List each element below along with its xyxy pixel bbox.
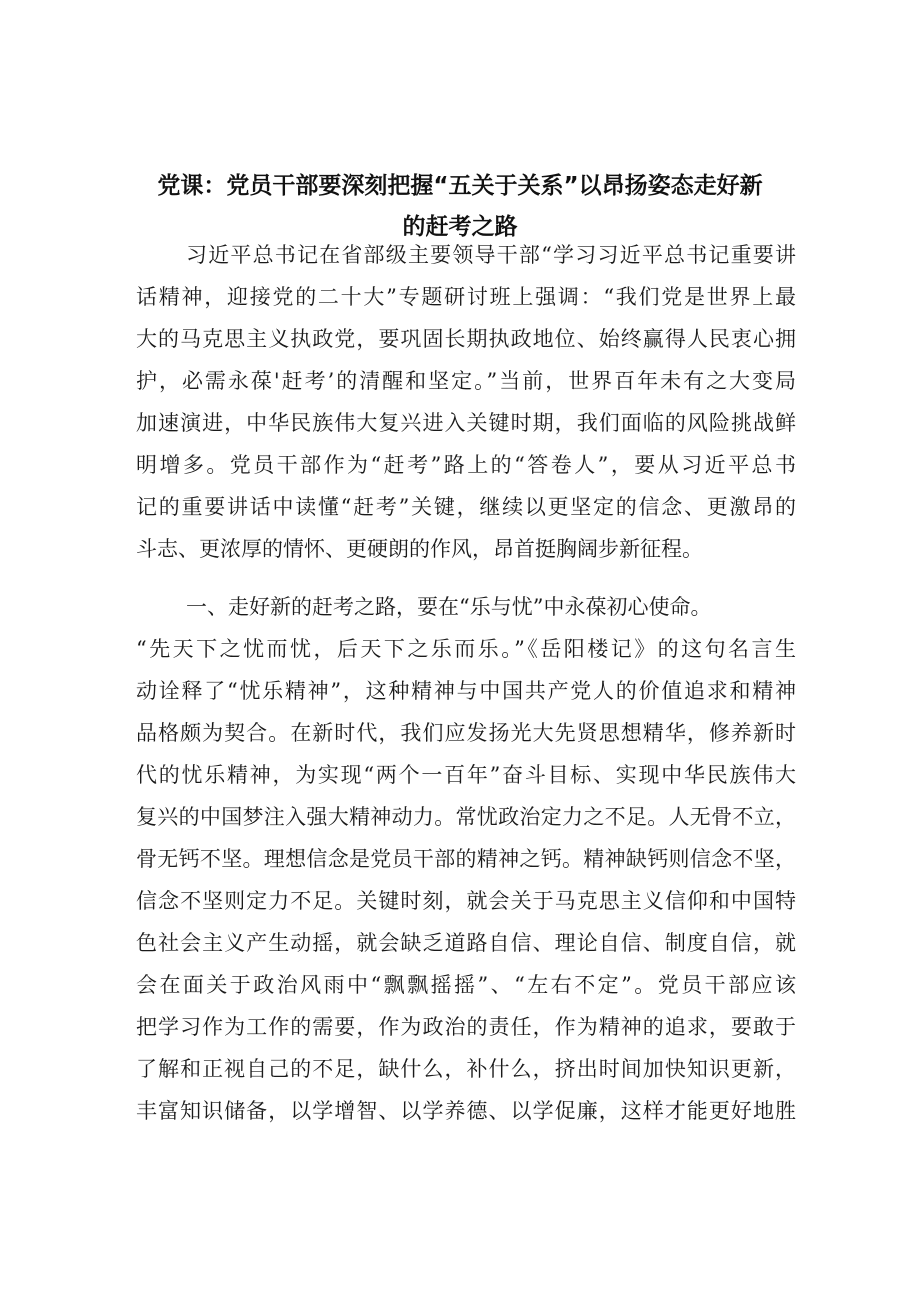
- body-text-line: 把学习作为工作的需要，作为政治的责任，作为精神的追求，要敢于: [136, 1015, 796, 1039]
- body-text-line: 护，必需永葆'赶考’的清醒和坚定。”当前，世界百年未有之大变局: [136, 369, 796, 393]
- body-text-line: 信念不坚则定力不足。关键时刻，就会关于马克思主义信仰和中国特: [136, 889, 796, 913]
- body-text-line: 加速演进，中华民族伟大复兴进入关键时期，我们面临的风险挑战鲜: [136, 411, 796, 435]
- body-text-line: 习近平总书记在省部级主要领导干部“学习习近平总书记重要讲: [186, 243, 796, 267]
- body-text-line: 复兴的中国梦注入强大精神动力。常忧政治定力之不足。人无骨不立，: [136, 805, 796, 829]
- body-text-line: 会在面关于政治风雨中“飘飘摇摇”、“左右不定”。党员干部应该: [136, 973, 796, 997]
- document-title-line-1: 党课：党员干部要深刻把握“五关于关系”以昂扬姿态走好新: [157, 173, 763, 199]
- body-text-line: 动诠释了“忧乐精神”，这种精神与中国共产党人的价值追求和精神: [136, 679, 796, 703]
- body-text-line: “先天下之忧而忧，后天下之乐而乐。”《岳阳楼记》的这句名言生: [136, 637, 796, 661]
- body-text-line: 了解和正视自己的不足，缺什么，补什么，挤出时间加快知识更新，: [136, 1057, 796, 1081]
- document-title-line-2: 的赶考之路: [402, 214, 518, 240]
- body-text-line: 骨无钙不坚。理想信念是党员干部的精神之钙。精神缺钙则信念不坚，: [136, 847, 796, 871]
- body-text-line: 明增多。党员干部作为“赶考”路上的“答卷人”，要从习近平总书: [136, 453, 796, 477]
- body-text-line: 色社会主义产生动摇，就会缺乏道路自信、理论自信、制度自信，就: [136, 931, 796, 955]
- body-text-line: 丰富知识储备，以学增智、以学养德、以学促廉，这样才能更好地胜: [136, 1099, 796, 1123]
- body-text-line: 斗志、更浓厚的情怀、更硬朗的作风，昂首挺胸阔步新征程。: [136, 537, 703, 561]
- body-text-line: 大的马克思主义执政党，要巩固长期执政地位、始终赢得人民衷心拥: [136, 327, 796, 351]
- body-text-line: 话精神，迎接党的二十大”专题研讨班上强调：“我们党是世界上最: [136, 285, 796, 309]
- section-heading: 一、走好新的赶考之路，要在“乐与忧”中永葆初心使命。: [186, 595, 712, 619]
- body-text-line: 记的重要讲话中读懂“赶考”关键，继续以更坚定的信念、更激昂的: [136, 495, 796, 519]
- body-text-line: 品格颇为契合。在新时代，我们应发扬光大先贤思想精华，修养新时: [136, 721, 796, 745]
- body-text-line: 代的忧乐精神，为实现“两个一百年”奋斗目标、实现中华民族伟大: [136, 763, 796, 787]
